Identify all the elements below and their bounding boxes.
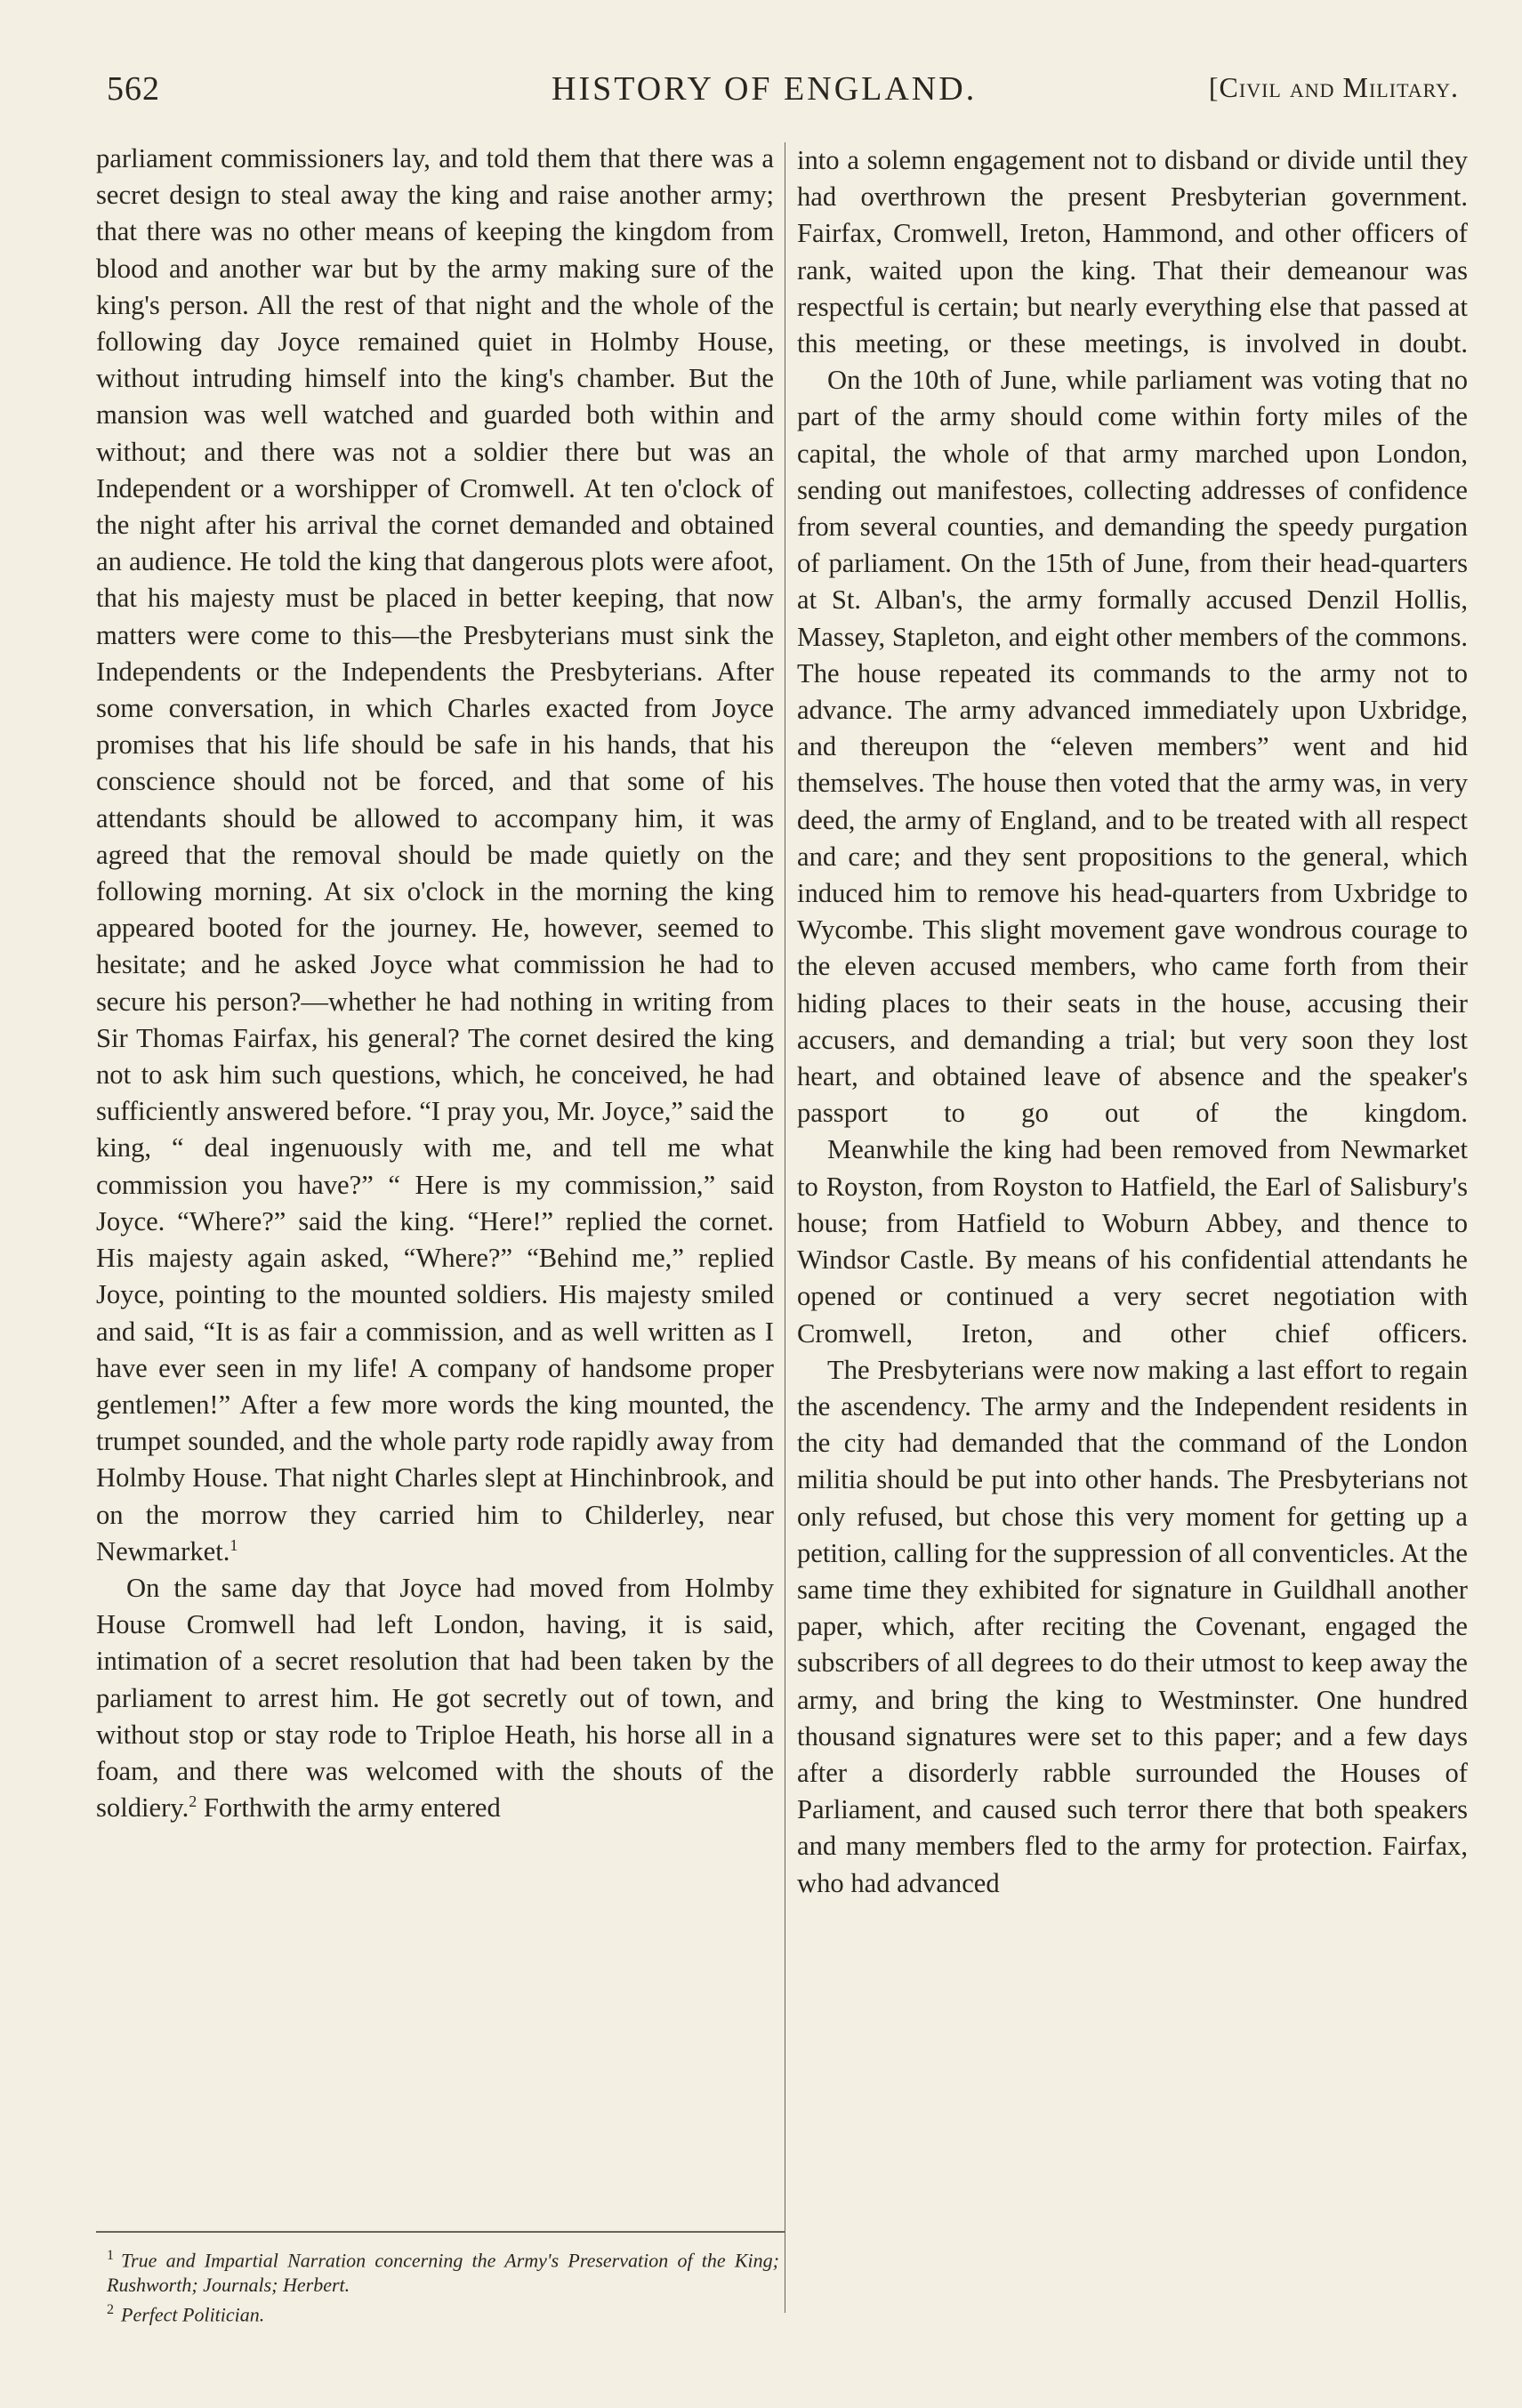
right-paragraph-4: The Presbyterians were now making a last effort to regain the ascendency. The army and the Independent residents in the city had demanded that the command of the London militia should be put into other hands. The Presbyterians not only refused, but chose this very moment for getting up a petition, calling for the suppression of all conventicles. At the same time they exhibited for signature in Guildhall another paper, which, after reciting the Covenant, engaged the subscribers of all degrees to do their utmost to keep away the army, and bring the king to Westminster. One hundred thousand signatures were set to this paper; and a few days after a disorderly rabble surrounded the Houses of Parliament, and caused such terror there that both speakers and many members fled to the army for protection. Fairfax, who had advanced [797, 1354, 1468, 1898]
left-paragraph-2-tail: Forthwith the army entered [203, 1792, 501, 1824]
page-header [107, 69, 1459, 123]
right-paragraph-2: On the 10th of June, while parliament was voting that no part of the army should come within forty miles of the capital, the whole of that army marched upon London, sending out manifestoes, collecting addresses of confidence from several counties, and demanding the speedy purgation of parliament. On the 15th of June, from their head-quarters at St. Alban's, the army formally accused Denzil Hollis, Massey, Stapleton, and eight other members of the commons. The house repeated its commands to the army not to advance. The army advanced immediately upon Uxbridge, and thereupon the “eleven members” went and hid themselves. The house then voted that the army was, in very deed, the army of England, and to be treated with all respect and care; and they sent propositions to the general, which induced him to remove his head-quarters from Uxbridge to Wycombe. This slight movement gave wondrous courage to the eleven accused members, who came forth from their hiding places to their seats in the house, accusing their accusers, and demanding a trial; but very soon they lost heart, and obtained leave of absence and the speaker's passport to go out of the kingdom. [797, 365, 1468, 1129]
page-number: 562 [107, 70, 160, 108]
section-title: [Civil and Military. [1208, 71, 1459, 103]
left-paragraph-1-text: parliament commissioners lay, and told them that there was a secret design to steal away the king and raise another army; that there was no other means of keeping the kingdom from blood and another war but by the army making sure of the king's person. All the rest of that night and the whole of the following day Joyce remained quiet in Holmby House, without intruding himself into the king's chamber. But the mansion was well watched and guarded both within and without; and there was not a soldier there but was an Independent or a worshipper of Cromwell. At ten o'clock of the night after his arrival the cornet demanded and obtained an audience. He told the king that dangerous plots were afoot, that his majesty must be placed in better keeping, that now matters were come to this—the Presbyterians must sink the Independents or the Independents the Presbyterians. After some conversation, in which Charles exacted from Joyce promises that his life should be safe in his hands, that his conscience should not be forced, and that some of his attendants should be allowed to accompany him, it was agreed that the removal should be made quietly on the following morning. At six o'clock in the morning the king appeared booted for the journey. He, however, seemed to hesitate; and he asked Joyce what commission he had to secure his person?—whether he had nothing in writing from Sir Thomas Fairfax, his general? The cornet desired the king not to ask him such questions, which, he conceived, he had sufficiently answered before. “I pray you, Mr. Joyce,” said the king, “ deal ingenuously with me, and tell me what commission you have?” “ Here is my commission,” said Joyce. “Where?” said the king. “Here!” replied the cornet. His majesty again asked, “Where?” “Behind me,” replied Joyce, pointing to the mounted soldiers. His majesty smiled and said, “It is as fair a commission, and as well written as I have ever seen in my life! A company of handsome proper gentlemen!” After a few more words the king mounted, the trumpet sounded, and the whole party rode rapidly away from Holmby House. That night Charles slept at Hinchinbrook, and on the morrow they carried him to Childerley, near Newmarket. [96, 143, 774, 1566]
footnotes [107, 2243, 779, 2328]
footnote-2-mark: 2 [107, 2302, 114, 2318]
footnote-2 [107, 2298, 779, 2327]
footnote-1 [107, 2243, 779, 2298]
left-paragraph-2-text: On the same day that Joyce had moved from Holmby House Cromwell had left London, having, it is said, intimation of a secret resolution that had been taken by the parliament to arrest him. He got secretly out of town, and without stop or stay rode to Triploe Heath, his horse all in a foam, and there was welcomed with the shouts of the soldiery. [96, 1572, 774, 1824]
left-paragraph-1 [96, 141, 774, 1570]
left-column [96, 141, 774, 1826]
footnote-ref-1: 1 [230, 1535, 238, 1554]
left-paragraph-2 [96, 1570, 774, 1826]
running-title: HISTORY OF ENGLAND. [552, 70, 978, 108]
footnote-ref-2: 2 [189, 1792, 197, 1810]
footnote-1-mark: 1 [107, 2248, 114, 2263]
right-paragraph-1: into a solemn engagement not to disband or divide until they had overthrown the present Presbyterian government. Fairfax, Cromwell, Ireton, Hammond, and other officers of rank, waited upon the king. That their demeanour was respectful is certain; but nearly everything else that passed at this meeting, or these meetings, is involved in doubt. [797, 145, 1468, 359]
footnote-2-text: Perfect Politician. [121, 2303, 265, 2326]
footnote-divider [96, 2231, 785, 2233]
right-paragraph-3: Meanwhile the king had been removed from Newmarket to Royston, from Royston to Hatfield, the Earl of Salisbury's house; from Hatfield to Woburn Abbey, and thence to Windsor Castle. By means of his confidential attendants he opened or continued a very secret negotiation with Cromwell, Ireton, and other chief officers. [797, 1134, 1468, 1349]
footnote-1-text: True and Impartial Narration concerning the Army's Preservation of the King; Rushworth; Journals; Herbert. [107, 2249, 779, 2297]
right-column [797, 142, 1468, 1902]
